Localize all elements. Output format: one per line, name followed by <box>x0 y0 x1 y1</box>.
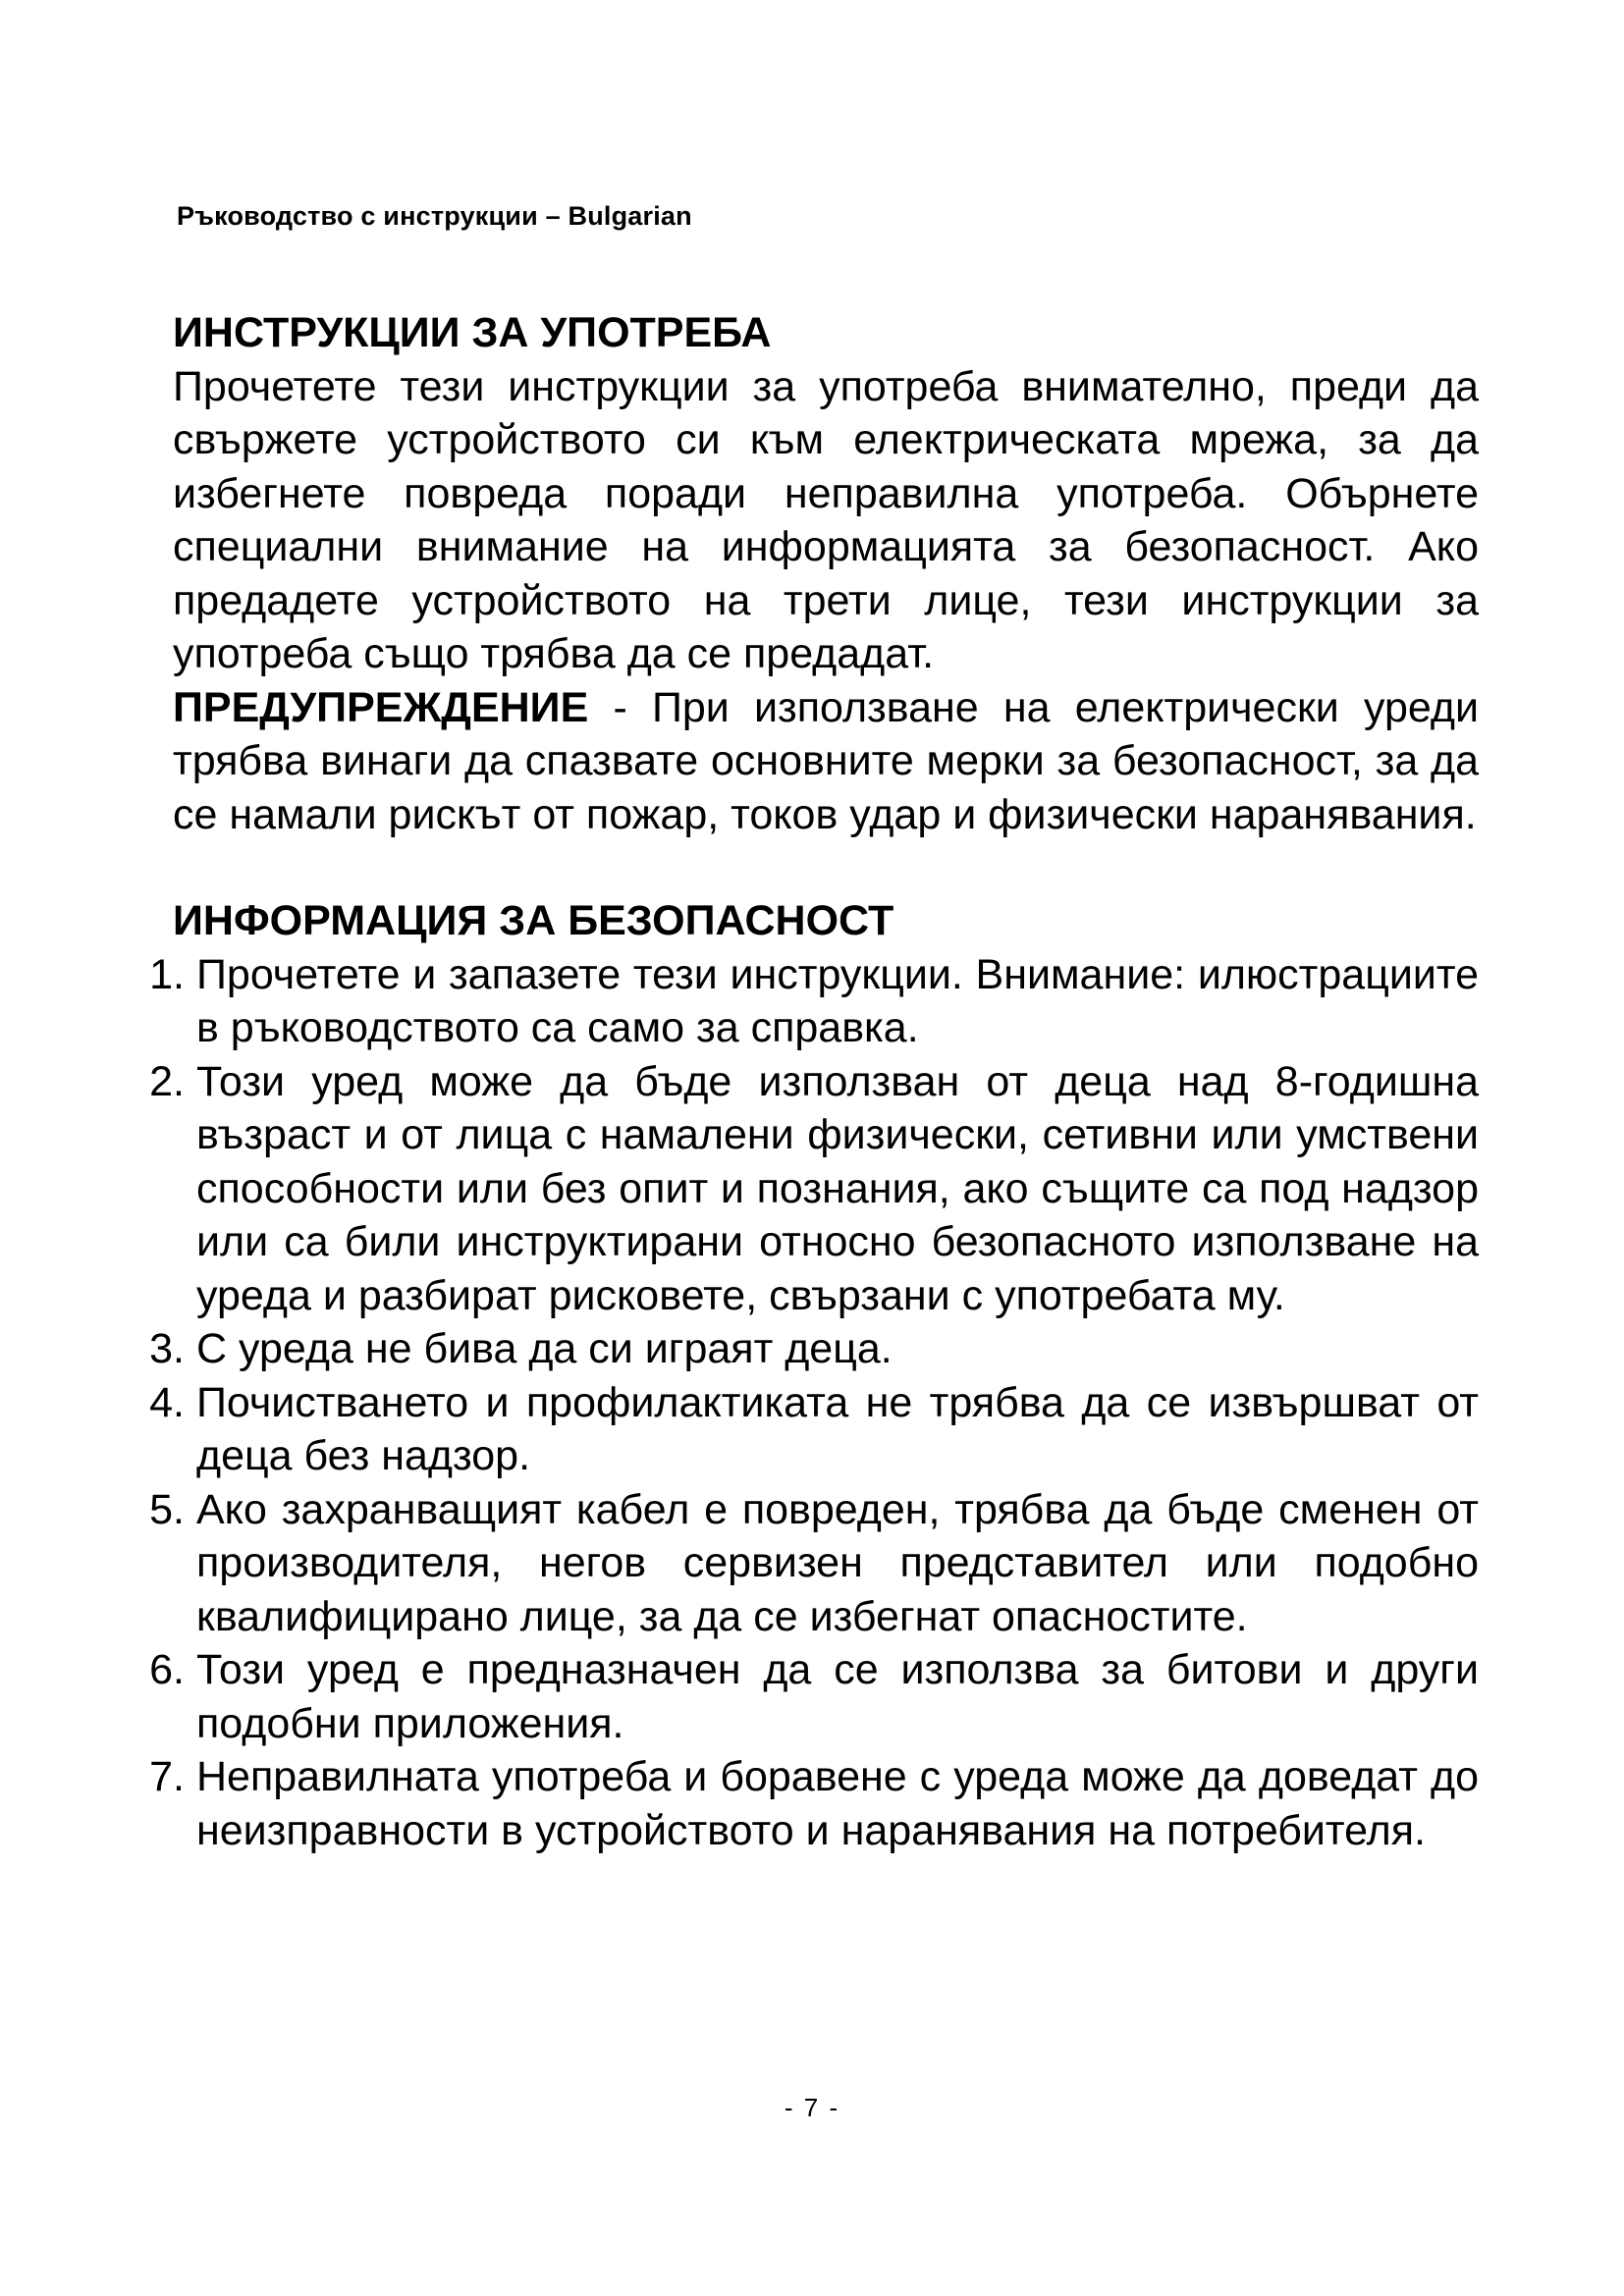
list-item-number: 5. <box>149 1485 185 1533</box>
warning-paragraph <box>173 681 1479 842</box>
list-item-number: 6. <box>149 1646 185 1693</box>
instructions-paragraph: Прочетете тези инструкции за употреба внимателно, преди да свържете устройството си към електрическата мрежа, за да избегнете повреда поради неправилна употреба. Обърнете специални внимание на информацията за безопасност. Ако предадете устройството на трети лице, тези инструкции за употреба също трябва да се предадат. <box>173 362 1479 677</box>
list-item <box>151 1322 1479 1376</box>
list-item-number: 3. <box>149 1325 185 1372</box>
list-item <box>151 1643 1479 1750</box>
list-item-number: 7. <box>149 1753 185 1800</box>
list-item-number: 1. <box>149 950 185 998</box>
list-item <box>151 1376 1479 1483</box>
list-item <box>151 948 1479 1055</box>
list-item-number: 4. <box>149 1378 185 1426</box>
list-item <box>151 1483 1479 1644</box>
safety-list <box>149 948 1479 1858</box>
list-item-text: Прочетете и запазете тези инструкции. Внимание: илюстрациите в ръководството са само за справка. <box>196 950 1479 1051</box>
list-item-text: Почистването и профилактиката не трябва да се извършват от деца без надзор. <box>196 1378 1479 1479</box>
list-item <box>151 1750 1479 1857</box>
list-item-text: Този уред може да бъде използван от деца над 8-годишна възраст и от лица с намалени физически, сетивни или умствени способности или без опит и познания, ако същите са под надзор или са били инструктирани относно безопасното използване на уреда и разбират рисковете, свързани с употребата му. <box>196 1057 1479 1319</box>
running-header: Ръководство с инструкции – Bulgarian <box>177 201 692 231</box>
list-item-text: Неправилната употреба и боравене с уреда може да доведат до неизправности в устройството и наранявания на потребителя. <box>196 1753 1479 1854</box>
safety-heading: ИНФОРМАЦИЯ ЗА БЕЗОПАСНОСТ <box>173 897 894 944</box>
list-item-text: Този уред е предназначен да се използва за битови и други подобни приложения. <box>196 1646 1479 1747</box>
section-spacer <box>173 841 1479 894</box>
list-item <box>151 1055 1479 1323</box>
instructions-heading: ИНСТРУКЦИИ ЗА УПОТРЕБА <box>173 309 772 356</box>
list-item-text: С уреда не бива да си играят деца. <box>196 1325 893 1372</box>
page-content <box>149 306 1479 1857</box>
warning-label: ПРЕДУПРЕЖДЕНИЕ <box>173 683 589 731</box>
list-item-text: Ако захранващият кабел е повреден, трябва да бъде сменен от производителя, негов сервизен представител или подобно квалифицирано лице, за да се избегнат опасностите. <box>196 1485 1479 1640</box>
warning-text: - При използване на електрически уреди трябва винаги да спазвате основните мерки за безопасност, за да се намали рискът от пожар, токов удар и физически наранявания. <box>173 683 1479 838</box>
list-item-number: 2. <box>149 1057 185 1105</box>
page-number: - 7 - <box>784 2093 840 2122</box>
